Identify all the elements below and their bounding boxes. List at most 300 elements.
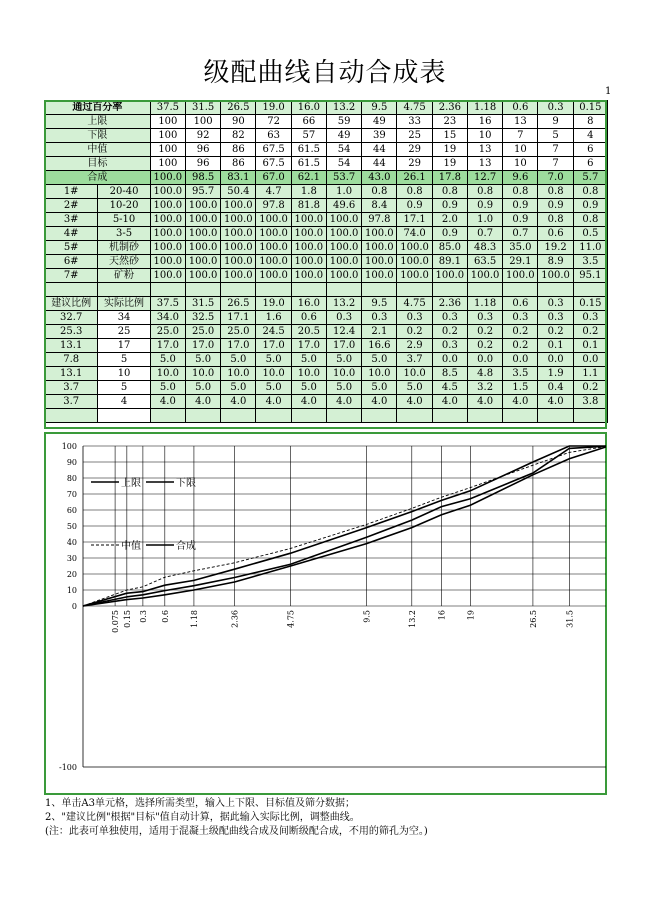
actual-ratio-input[interactable]: 34 — [98, 311, 150, 325]
ratio-value[interactable]: 10.0 — [185, 367, 220, 381]
blank-cell[interactable] — [573, 409, 607, 423]
material-value[interactable]: 0.8 — [362, 185, 397, 199]
material-value[interactable]: 100.0 — [291, 227, 326, 241]
blank-cell[interactable] — [326, 409, 361, 423]
ratio-value[interactable]: 4.0 — [326, 395, 361, 409]
spec-value[interactable]: 72 — [256, 115, 291, 129]
material-value[interactable]: 100.0 — [538, 269, 573, 283]
spec-value[interactable]: 83.1 — [221, 171, 256, 185]
ratio-value[interactable]: 0.3 — [362, 311, 397, 325]
ratio-value[interactable]: 4.0 — [432, 395, 467, 409]
material-value[interactable]: 100.0 — [185, 199, 220, 213]
material-value[interactable]: 100.0 — [221, 199, 256, 213]
ratio-value[interactable]: 1.6 — [256, 311, 291, 325]
material-value[interactable]: 100.0 — [185, 227, 220, 241]
material-value[interactable]: 50.4 — [221, 185, 256, 199]
ratio-value[interactable]: 4.8 — [467, 367, 502, 381]
ratio-value[interactable]: 16.6 — [362, 339, 397, 353]
ratio-value[interactable]: 24.5 — [256, 325, 291, 339]
ratio-value[interactable]: 4.0 — [503, 395, 538, 409]
material-value[interactable]: 2.0 — [432, 213, 467, 227]
ratio-value[interactable]: 0.2 — [538, 325, 573, 339]
material-value[interactable]: 0.8 — [573, 213, 607, 227]
suggest-ratio[interactable]: 32.7 — [45, 311, 98, 325]
material-value[interactable]: 100.0 — [150, 213, 185, 227]
material-id[interactable]: 2# — [45, 199, 98, 213]
blank-cell[interactable] — [432, 409, 467, 423]
spec-value[interactable]: 61.5 — [291, 157, 326, 171]
material-value[interactable]: 100.0 — [291, 255, 326, 269]
ratio-value[interactable]: 4.0 — [397, 395, 432, 409]
material-value[interactable]: 100.0 — [150, 199, 185, 213]
ratio-value[interactable]: 0.1 — [538, 339, 573, 353]
ratio-value[interactable]: 2.1 — [362, 325, 397, 339]
spec-value[interactable]: 7 — [503, 129, 538, 143]
material-value[interactable]: 100.0 — [397, 241, 432, 255]
ratio-value[interactable]: 0.2 — [573, 325, 607, 339]
material-size[interactable]: 10-20 — [98, 199, 150, 213]
material-value[interactable]: 100.0 — [150, 255, 185, 269]
blank-cell[interactable] — [185, 283, 220, 297]
material-value[interactable]: 85.0 — [432, 241, 467, 255]
material-id[interactable]: 4# — [45, 227, 98, 241]
spec-value[interactable]: 9 — [538, 115, 573, 129]
spec-value[interactable]: 44 — [362, 143, 397, 157]
material-value[interactable]: 0.9 — [467, 199, 502, 213]
spec-value[interactable]: 5 — [538, 129, 573, 143]
blank-cell[interactable] — [467, 283, 502, 297]
actual-ratio-input[interactable]: 5 — [98, 381, 150, 395]
material-value[interactable]: 74.0 — [397, 227, 432, 241]
spec-value[interactable]: 100 — [150, 143, 185, 157]
material-value[interactable]: 100.0 — [256, 269, 291, 283]
spec-value[interactable]: 49 — [326, 129, 361, 143]
material-id[interactable]: 3# — [45, 213, 98, 227]
suggest-ratio[interactable]: 3.7 — [45, 395, 98, 409]
spec-value[interactable]: 15 — [432, 129, 467, 143]
actual-ratio-header[interactable]: 实际比例 — [98, 297, 150, 311]
material-value[interactable]: 0.9 — [397, 199, 432, 213]
ratio-value[interactable]: 4.0 — [362, 395, 397, 409]
spec-value[interactable]: 67.0 — [256, 171, 291, 185]
material-value[interactable]: 63.5 — [467, 255, 502, 269]
sieve-header[interactable]: 0.3 — [538, 101, 573, 115]
material-id[interactable]: 6# — [45, 255, 98, 269]
ratio-value[interactable]: 0.3 — [397, 311, 432, 325]
blank-cell[interactable] — [397, 409, 432, 423]
material-value[interactable]: 0.8 — [397, 185, 432, 199]
spec-label[interactable]: 下限 — [45, 129, 151, 143]
material-value[interactable]: 8.4 — [362, 199, 397, 213]
ratio-value[interactable]: 17.0 — [256, 339, 291, 353]
sieve-header[interactable]: 13.2 — [326, 101, 361, 115]
suggest-ratio-header[interactable]: 建议比例 — [45, 297, 98, 311]
material-id[interactable]: 1# — [45, 185, 98, 199]
material-value[interactable]: 0.9 — [573, 199, 607, 213]
suggest-ratio[interactable]: 13.1 — [45, 339, 98, 353]
material-value[interactable]: 95.7 — [185, 185, 220, 199]
ratio-value[interactable]: 17.0 — [221, 339, 256, 353]
ratio-value[interactable]: 17.0 — [291, 339, 326, 353]
spec-value[interactable]: 98.5 — [185, 171, 220, 185]
sieve-header[interactable]: 0.6 — [503, 297, 538, 311]
material-value[interactable]: 100.0 — [362, 241, 397, 255]
spec-value[interactable]: 100 — [185, 115, 220, 129]
material-value[interactable]: 0.9 — [432, 199, 467, 213]
material-value[interactable]: 97.8 — [362, 213, 397, 227]
ratio-value[interactable]: 5.0 — [362, 353, 397, 367]
sieve-header[interactable]: 26.5 — [221, 297, 256, 311]
spec-label[interactable]: 合成 — [45, 171, 151, 185]
material-value[interactable]: 100.0 — [185, 255, 220, 269]
spec-value[interactable]: 59 — [326, 115, 361, 129]
ratio-value[interactable]: 1.1 — [573, 367, 607, 381]
material-value[interactable]: 100.0 — [362, 227, 397, 241]
material-value[interactable]: 0.5 — [573, 227, 607, 241]
sieve-header[interactable]: 19.0 — [256, 101, 291, 115]
material-value[interactable]: 100.0 — [397, 255, 432, 269]
blank-cell[interactable] — [326, 283, 361, 297]
sieve-header[interactable]: 0.15 — [573, 101, 607, 115]
material-value[interactable]: 89.1 — [432, 255, 467, 269]
suggest-ratio[interactable]: 25.3 — [45, 325, 98, 339]
ratio-value[interactable]: 1.9 — [538, 367, 573, 381]
spec-label[interactable]: 中值 — [45, 143, 151, 157]
blank-cell[interactable] — [467, 409, 502, 423]
ratio-value[interactable]: 0.2 — [503, 339, 538, 353]
spec-value[interactable]: 19 — [432, 143, 467, 157]
ratio-value[interactable]: 5.0 — [362, 381, 397, 395]
blank-cell[interactable] — [291, 409, 326, 423]
actual-ratio-input[interactable]: 4 — [98, 395, 150, 409]
spec-value[interactable]: 67.5 — [256, 143, 291, 157]
spec-value[interactable]: 54 — [326, 143, 361, 157]
actual-ratio-input[interactable]: 5 — [98, 353, 150, 367]
material-value[interactable]: 100.0 — [256, 227, 291, 241]
material-value[interactable]: 100.0 — [397, 269, 432, 283]
material-value[interactable]: 100.0 — [185, 213, 220, 227]
ratio-value[interactable]: 25.0 — [221, 325, 256, 339]
blank-cell[interactable] — [432, 283, 467, 297]
sieve-header[interactable]: 0.6 — [503, 101, 538, 115]
material-value[interactable]: 100.0 — [221, 269, 256, 283]
spec-value[interactable]: 13 — [467, 143, 502, 157]
sieve-header[interactable]: 1.18 — [467, 101, 502, 115]
ratio-value[interactable]: 0.2 — [503, 325, 538, 339]
spec-value[interactable]: 44 — [362, 157, 397, 171]
suggest-ratio[interactable]: 7.8 — [45, 353, 98, 367]
ratio-value[interactable]: 5.0 — [326, 381, 361, 395]
spec-value[interactable]: 53.7 — [326, 171, 361, 185]
ratio-value[interactable]: 5.0 — [150, 381, 185, 395]
spec-value[interactable]: 39 — [362, 129, 397, 143]
material-value[interactable]: 100.0 — [150, 241, 185, 255]
material-value[interactable]: 0.9 — [503, 199, 538, 213]
spec-value[interactable]: 82 — [221, 129, 256, 143]
ratio-value[interactable]: 0.2 — [467, 325, 502, 339]
sieve-header[interactable]: 26.5 — [221, 101, 256, 115]
ratio-value[interactable]: 0.2 — [467, 339, 502, 353]
actual-ratio-input[interactable]: 10 — [98, 367, 150, 381]
spec-value[interactable]: 100 — [150, 115, 185, 129]
material-value[interactable]: 81.8 — [291, 199, 326, 213]
ratio-value[interactable]: 0.0 — [503, 353, 538, 367]
ratio-value[interactable]: 4.0 — [150, 395, 185, 409]
ratio-value[interactable]: 3.2 — [467, 381, 502, 395]
suggest-ratio[interactable]: 13.1 — [45, 367, 98, 381]
material-value[interactable]: 0.9 — [538, 199, 573, 213]
sieve-header[interactable]: 31.5 — [185, 101, 220, 115]
spec-value[interactable]: 8 — [573, 115, 607, 129]
ratio-value[interactable]: 4.0 — [221, 395, 256, 409]
sieve-header[interactable]: 9.5 — [362, 297, 397, 311]
sieve-header[interactable]: 9.5 — [362, 101, 397, 115]
spec-value[interactable]: 13 — [467, 157, 502, 171]
material-size[interactable]: 矿粉 — [98, 269, 150, 283]
sieve-header[interactable]: 0.3 — [538, 297, 573, 311]
material-value[interactable]: 48.3 — [467, 241, 502, 255]
sieve-header[interactable]: 19.0 — [256, 297, 291, 311]
spec-value[interactable]: 96 — [185, 157, 220, 171]
spec-value[interactable]: 7 — [538, 143, 573, 157]
spec-value[interactable]: 26.1 — [397, 171, 432, 185]
ratio-value[interactable]: 17.0 — [150, 339, 185, 353]
material-value[interactable]: 8.9 — [538, 255, 573, 269]
material-value[interactable]: 0.8 — [573, 185, 607, 199]
ratio-value[interactable]: 4.0 — [256, 395, 291, 409]
ratio-value[interactable]: 5.0 — [221, 381, 256, 395]
ratio-value[interactable]: 10.0 — [362, 367, 397, 381]
sieve-header[interactable]: 13.2 — [326, 297, 361, 311]
ratio-value[interactable]: 0.1 — [573, 339, 607, 353]
sieve-header[interactable]: 16.0 — [291, 101, 326, 115]
ratio-value[interactable]: 0.2 — [573, 381, 607, 395]
spec-value[interactable]: 6 — [573, 143, 607, 157]
spec-value[interactable]: 62.1 — [291, 171, 326, 185]
sieve-header[interactable]: 31.5 — [185, 297, 220, 311]
material-value[interactable]: 1.0 — [467, 213, 502, 227]
spec-value[interactable]: 13 — [503, 115, 538, 129]
material-value[interactable]: 100.0 — [150, 269, 185, 283]
spec-label[interactable]: 目标 — [45, 157, 151, 171]
material-value[interactable]: 0.9 — [503, 213, 538, 227]
spec-value[interactable]: 54 — [326, 157, 361, 171]
material-value[interactable]: 100.0 — [221, 255, 256, 269]
header-label[interactable]: 通过百分率 — [45, 101, 151, 115]
spec-value[interactable]: 19 — [432, 157, 467, 171]
ratio-value[interactable]: 2.9 — [397, 339, 432, 353]
ratio-value[interactable]: 17.0 — [326, 339, 361, 353]
blank-cell[interactable] — [185, 409, 220, 423]
spec-value[interactable]: 4 — [573, 129, 607, 143]
ratio-value[interactable]: 10.0 — [326, 367, 361, 381]
material-value[interactable]: 100.0 — [291, 213, 326, 227]
ratio-value[interactable]: 5.0 — [291, 353, 326, 367]
blank-cell[interactable] — [362, 283, 397, 297]
spec-value[interactable]: 29 — [397, 143, 432, 157]
material-value[interactable]: 95.1 — [573, 269, 607, 283]
ratio-value[interactable]: 10.0 — [221, 367, 256, 381]
blank-cell[interactable] — [221, 283, 256, 297]
ratio-value[interactable]: 4.0 — [185, 395, 220, 409]
ratio-value[interactable]: 0.0 — [467, 353, 502, 367]
ratio-value[interactable]: 5.0 — [291, 381, 326, 395]
ratio-value[interactable]: 32.5 — [185, 311, 220, 325]
material-value[interactable]: 100.0 — [185, 241, 220, 255]
material-value[interactable]: 0.8 — [538, 213, 573, 227]
sieve-header[interactable]: 0.15 — [573, 297, 607, 311]
spec-value[interactable]: 43.0 — [362, 171, 397, 185]
spec-value[interactable]: 90 — [221, 115, 256, 129]
sieve-header[interactable]: 16.0 — [291, 297, 326, 311]
material-value[interactable]: 100.0 — [256, 241, 291, 255]
material-value[interactable]: 100.0 — [326, 269, 361, 283]
material-value[interactable]: 35.0 — [503, 241, 538, 255]
blank-cell[interactable] — [538, 283, 573, 297]
spec-value[interactable]: 7.0 — [538, 171, 573, 185]
material-value[interactable]: 100.0 — [291, 269, 326, 283]
ratio-value[interactable]: 8.5 — [432, 367, 467, 381]
sieve-header[interactable]: 1.18 — [467, 297, 502, 311]
ratio-value[interactable]: 0.3 — [538, 311, 573, 325]
material-value[interactable]: 100.0 — [362, 269, 397, 283]
ratio-value[interactable]: 10.0 — [150, 367, 185, 381]
material-value[interactable]: 17.1 — [397, 213, 432, 227]
material-value[interactable]: 0.8 — [467, 185, 502, 199]
spec-value[interactable]: 67.5 — [256, 157, 291, 171]
spec-value[interactable]: 92 — [185, 129, 220, 143]
ratio-value[interactable]: 20.5 — [291, 325, 326, 339]
material-value[interactable]: 19.2 — [538, 241, 573, 255]
ratio-value[interactable]: 5.0 — [221, 353, 256, 367]
spec-value[interactable]: 100 — [150, 157, 185, 171]
ratio-value[interactable]: 3.7 — [397, 353, 432, 367]
spec-value[interactable]: 5.7 — [573, 171, 607, 185]
spec-value[interactable]: 57 — [291, 129, 326, 143]
material-value[interactable]: 100.0 — [256, 255, 291, 269]
suggest-ratio[interactable]: 3.7 — [45, 381, 98, 395]
blank-cell[interactable] — [397, 283, 432, 297]
ratio-value[interactable]: 34.0 — [150, 311, 185, 325]
ratio-value[interactable]: 3.8 — [573, 395, 607, 409]
actual-ratio-input[interactable]: 17 — [98, 339, 150, 353]
material-value[interactable]: 100.0 — [150, 185, 185, 199]
ratio-value[interactable]: 10.0 — [291, 367, 326, 381]
blank-cell[interactable] — [503, 283, 538, 297]
spec-value[interactable]: 17.8 — [432, 171, 467, 185]
spec-value[interactable]: 10 — [467, 129, 502, 143]
material-value[interactable]: 0.8 — [503, 185, 538, 199]
blank-cell[interactable] — [45, 409, 98, 423]
material-size[interactable]: 3-5 — [98, 227, 150, 241]
spec-value[interactable]: 96 — [185, 143, 220, 157]
material-value[interactable]: 100.0 — [326, 241, 361, 255]
ratio-value[interactable]: 17.1 — [221, 311, 256, 325]
ratio-value[interactable]: 4.0 — [291, 395, 326, 409]
material-value[interactable]: 100.0 — [150, 227, 185, 241]
material-value[interactable]: 49.6 — [326, 199, 361, 213]
ratio-value[interactable]: 0.3 — [326, 311, 361, 325]
material-value[interactable]: 4.7 — [256, 185, 291, 199]
actual-ratio-input[interactable]: 25 — [98, 325, 150, 339]
spec-value[interactable]: 6 — [573, 157, 607, 171]
material-value[interactable]: 0.6 — [538, 227, 573, 241]
ratio-value[interactable]: 5.0 — [256, 353, 291, 367]
blank-cell[interactable] — [98, 283, 150, 297]
ratio-value[interactable]: 0.2 — [432, 325, 467, 339]
ratio-value[interactable]: 1.5 — [503, 381, 538, 395]
ratio-value[interactable]: 5.0 — [256, 381, 291, 395]
sieve-header[interactable]: 4.75 — [397, 297, 432, 311]
spec-value[interactable]: 16 — [467, 115, 502, 129]
spec-value[interactable]: 66 — [291, 115, 326, 129]
ratio-value[interactable]: 10.0 — [256, 367, 291, 381]
ratio-value[interactable]: 0.3 — [432, 339, 467, 353]
material-value[interactable]: 100.0 — [256, 213, 291, 227]
material-value[interactable]: 100.0 — [432, 269, 467, 283]
sieve-header[interactable]: 2.36 — [432, 297, 467, 311]
blank-cell[interactable] — [98, 409, 150, 423]
material-value[interactable]: 0.7 — [503, 227, 538, 241]
ratio-value[interactable]: 0.4 — [538, 381, 573, 395]
spec-value[interactable]: 25 — [397, 129, 432, 143]
spec-value[interactable]: 33 — [397, 115, 432, 129]
material-value[interactable]: 100.0 — [221, 227, 256, 241]
sieve-header[interactable]: 4.75 — [397, 101, 432, 115]
blank-cell[interactable] — [45, 283, 98, 297]
spec-value[interactable]: 29 — [397, 157, 432, 171]
ratio-value[interactable]: 5.0 — [150, 353, 185, 367]
material-id[interactable]: 5# — [45, 241, 98, 255]
material-value[interactable]: 1.8 — [291, 185, 326, 199]
material-value[interactable]: 0.8 — [432, 185, 467, 199]
material-value[interactable]: 0.8 — [538, 185, 573, 199]
material-value[interactable]: 0.7 — [467, 227, 502, 241]
material-value[interactable]: 100.0 — [291, 241, 326, 255]
blank-cell[interactable] — [362, 409, 397, 423]
material-size[interactable]: 天然砂 — [98, 255, 150, 269]
blank-cell[interactable] — [221, 409, 256, 423]
material-size[interactable]: 机制砂 — [98, 241, 150, 255]
ratio-value[interactable]: 3.5 — [503, 367, 538, 381]
spec-label[interactable]: 上限 — [45, 115, 151, 129]
spec-value[interactable]: 86 — [221, 143, 256, 157]
spec-value[interactable]: 23 — [432, 115, 467, 129]
spec-value[interactable]: 10 — [503, 157, 538, 171]
blank-cell[interactable] — [150, 283, 185, 297]
ratio-value[interactable]: 0.2 — [397, 325, 432, 339]
ratio-value[interactable]: 4.5 — [432, 381, 467, 395]
spec-value[interactable]: 12.7 — [467, 171, 502, 185]
material-value[interactable]: 100.0 — [503, 269, 538, 283]
ratio-value[interactable]: 0.6 — [291, 311, 326, 325]
spec-value[interactable]: 61.5 — [291, 143, 326, 157]
spec-value[interactable]: 63 — [256, 129, 291, 143]
ratio-value[interactable]: 0.3 — [467, 311, 502, 325]
blank-cell[interactable] — [291, 283, 326, 297]
material-value[interactable]: 1.0 — [326, 185, 361, 199]
material-value[interactable]: 100.0 — [362, 255, 397, 269]
blank-cell[interactable] — [538, 409, 573, 423]
blank-cell[interactable] — [503, 409, 538, 423]
ratio-value[interactable]: 17.0 — [185, 339, 220, 353]
sieve-header[interactable]: 2.36 — [432, 101, 467, 115]
ratio-value[interactable]: 0.0 — [432, 353, 467, 367]
blank-cell[interactable] — [256, 283, 291, 297]
spec-value[interactable]: 9.6 — [503, 171, 538, 185]
ratio-value[interactable]: 5.0 — [397, 381, 432, 395]
material-value[interactable]: 100.0 — [326, 227, 361, 241]
